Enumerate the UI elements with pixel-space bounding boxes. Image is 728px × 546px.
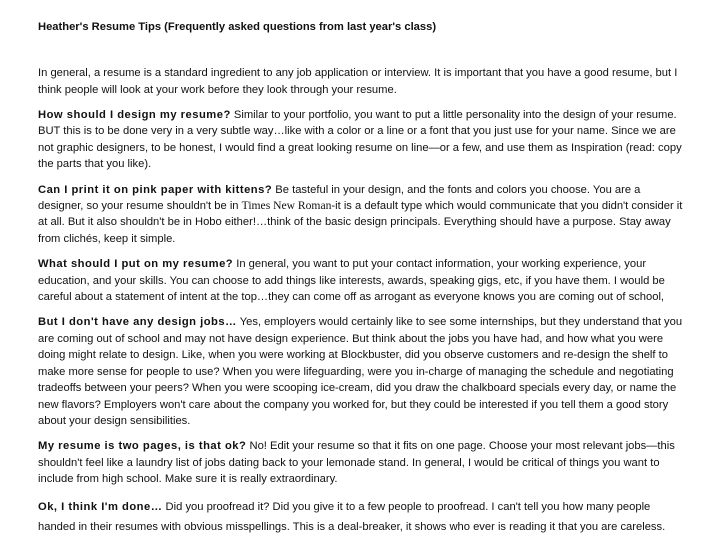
faq-answer: Similar to your portfolio, you want to put a little personality into the design of your resume. BUT this is to be done very in a very subtle way…like with a color or a line or a font that you just use for your name. Since we are not graphic designers, to be honest, I would find a great looking resume on line—or a few, and use them as Inspiration (read: copy the parts that you like). <box>38 109 682 171</box>
faq-contents <box>38 256 688 305</box>
font-name-sample: Times New Roman <box>241 199 332 213</box>
faq-answer: Be tasteful in your design, and the fonts and colors you choose. You are a designer, so your resume shouldn't be in <box>38 183 641 213</box>
faq-question: My resume is two pages, is that ok? <box>38 440 247 453</box>
faq-no-design-jobs <box>38 314 688 429</box>
faq-question: Ok, I think I'm done… <box>38 500 163 513</box>
faq-answer: Did you proofread it? Did you give it to a few people to proofread. I can't tell you how many people handed in their resumes with obvious misspellings. This is a deal-breaker, it shows who ever is reading it that you are careless. <box>38 500 666 533</box>
faq-answer: In general, you want to put your contact information, your working experience, your education, and your skills. You can choose to add things like interests, awards, speaking gigs, etc, if you have them. I would be careful about a statement of intent at the top…they can come off as arrogant as everyone knows you are coming out of school, <box>38 258 665 304</box>
faq-question: What should I put on my resume? <box>38 258 234 271</box>
faq-question: Can I print it on pink paper with kittens? <box>38 183 273 196</box>
faq-question: But I don't have any design jobs… <box>38 316 237 329</box>
faq-question: How should I design my resume? <box>38 109 231 121</box>
faq-answer-continued: -it is a default type which would communicate that you didn't consider it at all. But it also shouldn't be in Hobo either!…think of the basic design principals. Everything should have a purpose. Stay away from clichés, keep it simple. <box>38 200 683 245</box>
document-title: Heather's Resume Tips (Frequently asked questions from last year's class) <box>38 21 437 33</box>
resume-tips-page <box>38 20 688 546</box>
faq-done <box>38 497 688 537</box>
faq-answer: No! Edit your resume so that it fits on one page. Choose your most relevant jobs—this shouldn't feel like a laundry list of jobs dating back to your lemonade stand. In general, I would be critical of things you want to include from high school. Make sure it is really extraordinary. <box>38 440 675 486</box>
faq-two-pages <box>38 438 688 487</box>
faq-answer: Yes, employers would certainly like to see some internships, but they understand that you are coming out of school and may not have design experience. But think about the jobs you have had, and how what you were doing might relate to design. Like, when you were working at Blockbuster, did you observe customers and re-design the shelf to make more sense for people to use? When you were lifeguarding, were you in-charge of managing the schedule and negotiating tradeoffs between your peers? When you were scooping ice-cream, did you draw the chalkboard specials every day, or name the new flavors? Employers won't care about the company you worked for, but they could be interested if you tell them a good story about your design sensibilities. <box>38 316 683 427</box>
intro-paragraph: In general, a resume is a standard ingredient to any job application or interview. It is important that you have a good resume, but I think people will look at your work before they look through your resume. <box>38 67 678 96</box>
faq-pink-paper <box>38 182 688 248</box>
faq-design <box>38 107 688 173</box>
